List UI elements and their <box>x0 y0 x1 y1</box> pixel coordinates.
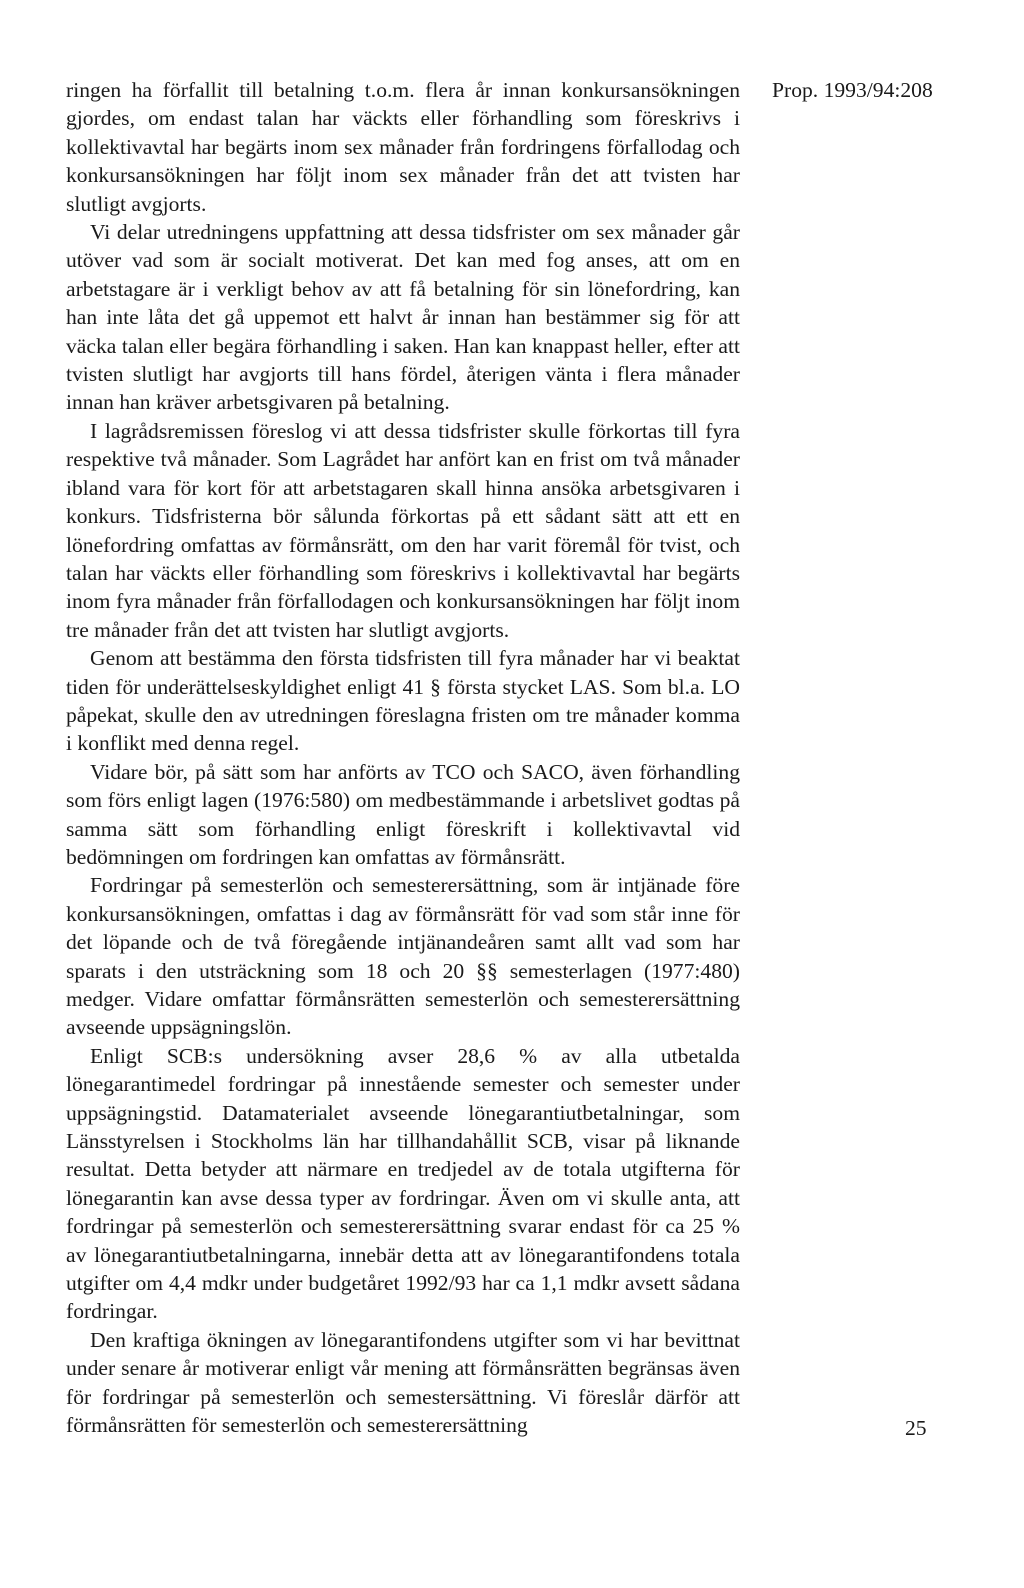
document-reference: Prop. 1993/94:208 <box>772 78 933 102</box>
paragraph-1: ringen ha förfallit till betalning t.o.m. flera år innan konkursansökningen gjordes, om endast talan har väckts eller förhandling som föreskrivs i kollektivavtal har begärts inom sex månader från fordringens förfallodag och konkursansökningen har följt inom sex månader från det att tvisten har slutligt avgjorts. <box>66 78 740 216</box>
page-number: 25 <box>905 1416 927 1440</box>
paragraph-7: Enligt SCB:s undersökning avser 28,6 % av alla utbetalda lönegarantimedel fordringar på innestående semester och semester under uppsägningstid. Datamaterialet avseende lönegarantiutbetalningar, som Länsstyrelsen i Stockholms län har tillhandahållit SCB, visar på liknande resultat. Detta betyder att närmare en tredjedel av de totala utgifterna för lönegarantin kan avse dessa typer av fordringar. Även om vi skulle anta, att fordringar på semesterlön och semesterersättning svarar endast för ca 25 % av lönegarantiutbetalningarna, innebär detta att av lönegarantifondens totala utgifter om 4,4 mdkr under budgetåret 1992/93 har ca 1,1 mdkr avsett sådana fordringar. <box>66 1043 740 1324</box>
body-text <box>66 76 740 1440</box>
paragraph-8: Den kraftiga ökningen av lönegarantifondens utgifter som vi har bevittnat under senare år motiverar enligt vår mening att förmånsrätten begränsas även för fordringar på semesterlön och semestersättning. Vi föreslår därför att förmånsrätten för semesterlön och semesterersättning <box>66 1327 740 1438</box>
paragraph-6: Fordringar på semesterlön och semesterersättning, som är intjänade före konkursansökningen, omfattas i dag av förmånsrätt för vad som står inne för det löpande och de två föregående intjänandeåren samt allt vad som har sparats i den utsträckning som 18 och 20 §§ semesterlagen (1977:480) medger. Vidare omfattar förmånsrätten semesterlön och semesterersättning avseende uppsägningslön. <box>66 873 740 1040</box>
paragraph-3: I lagrådsremissen föreslog vi att dessa tidsfrister skulle förkortas till fyra respektive två månader. Som Lagrådet har anfört kan en frist om två månader ibland vara för kort för att arbetstagaren skall hinna ansöka arbetsgivaren i konkurs. Tidsfristerna bör sålunda förkortas på ett sådant sätt att ett en lönefordring omfattas av förmånsrätt, om den har varit föremål för tvist, och talan har väckts eller förhandling som föreskrivs i kollektivavtal har begärts inom fyra månader från förfallodagen och konkursansökningen har följt inom tre månader från det att tvisten har slutligt avgjorts. <box>66 418 740 642</box>
paragraph-4: Genom att bestämma den första tidsfristen till fyra månader har vi beaktat tiden för underättelseskyldighet enligt 41 § första stycket LAS. Som bl.a. LO påpekat, skulle den av utredningen föreslagna fristen om tre månader komma i konflikt med denna regel. <box>66 646 740 756</box>
paragraph-2: Vi delar utredningens uppfattning att dessa tidsfrister om sex månader går utöver vad som är socialt motiverat. Det kan med fog anses, att om en arbetstagare är i verkligt behov av att få betalning för sin lönefordring, kan han inte låta det gå uppemot ett halvt år innan han bestämmer sig för att väcka talan eller begära förhandling i saken. Han kan knappast heller, efter att tvisten slutligt har avgjorts till hans fördel, återigen vänta i flera månader innan han kräver arbetsgivaren på betalning. <box>66 220 740 415</box>
paragraph-5: Vidare bör, på sätt som har anförts av TCO och SACO, även förhandling som förs enligt lagen (1976:580) om medbestämmande i arbetslivet godtas på samma sätt som förhandling enligt föreskrift i kollektivavtal vid bedömningen om fordringen kan omfattas av förmånsrätt. <box>66 759 740 869</box>
